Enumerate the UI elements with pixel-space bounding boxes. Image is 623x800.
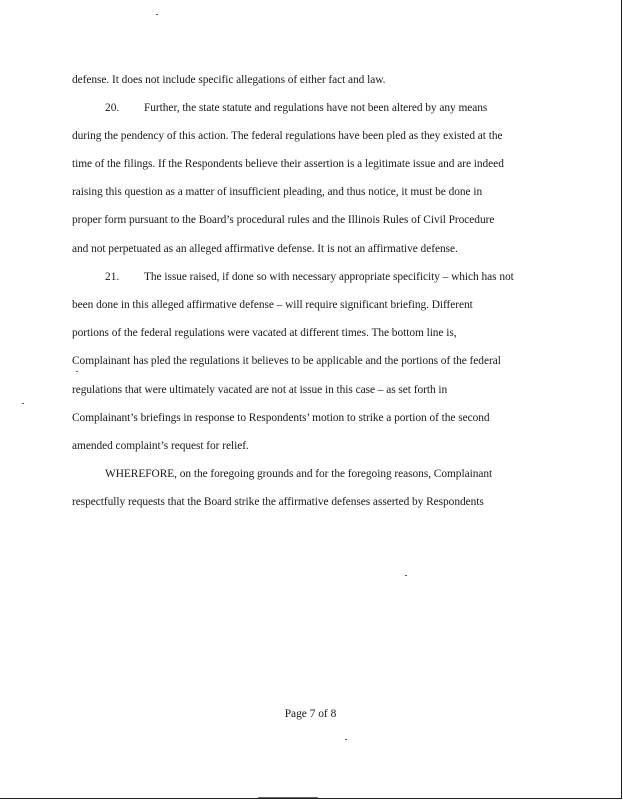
scan-speck [22, 403, 24, 404]
paragraph-20-line: proper form pursuant to the Board’s procedural rules and the Illinois Rules of Civil Procedure [72, 214, 495, 226]
wherefore-line: respectfully requests that the Board strike the affirmative defenses asserted by Respondents [72, 496, 484, 508]
paragraph-20-line: during the pendency of this action. The federal regulations have been pled as they existed at the [72, 130, 503, 142]
scan-speck [405, 575, 407, 576]
scan-speck [156, 14, 158, 15]
paragraph-20-line: raising this question as a matter of insufficient pleading, and thus notice, it must be done in [72, 186, 483, 198]
paragraph-21-line: amended complaint’s request for relief. [72, 440, 249, 452]
paragraph-21-line: regulations that were ultimately vacated are not at issue in this case – as set forth in [72, 384, 448, 396]
paragraph-20-line: time of the filings. If the Respondents believe their assertion is a legitimate issue and are indeed [72, 158, 504, 170]
scan-speck [76, 371, 78, 372]
paragraph-20-number: 20. [105, 102, 120, 114]
paragraph-21-line: been done in this alleged affirmative defense – will require significant briefing. Different [72, 299, 473, 311]
paragraph-20-line: and not perpetuated as an alleged affirmative defense. It is not an affirmative defense. [72, 243, 458, 255]
scan-speck [345, 739, 347, 740]
paragraph-21-number: 21. [105, 271, 120, 283]
paragraph-top-line: defense. It does not include specific allegations of either fact and law. [72, 74, 386, 86]
scan-edge-mark [258, 797, 318, 798]
paragraph-21-line: The issue raised, if done so with necessary appropriate specificity – which has not [144, 271, 514, 283]
page-number: Page 7 of 8 [284, 708, 337, 720]
paragraph-21-line: Complainant has pled the regulations it believes to be applicable and the portions of the federal [72, 355, 501, 367]
paragraph-21-line: Complainant’s briefings in response to Respondents’ motion to strike a portion of the second [72, 412, 490, 424]
wherefore-line: WHEREFORE, on the foregoing grounds and for the foregoing reasons, Complainant [105, 468, 493, 480]
paragraph-21-line: portions of the federal regulations were vacated at different times. The bottom line is, [72, 327, 457, 339]
paragraph-20-line: Further, the state statute and regulations have not been altered by any means [144, 102, 488, 114]
